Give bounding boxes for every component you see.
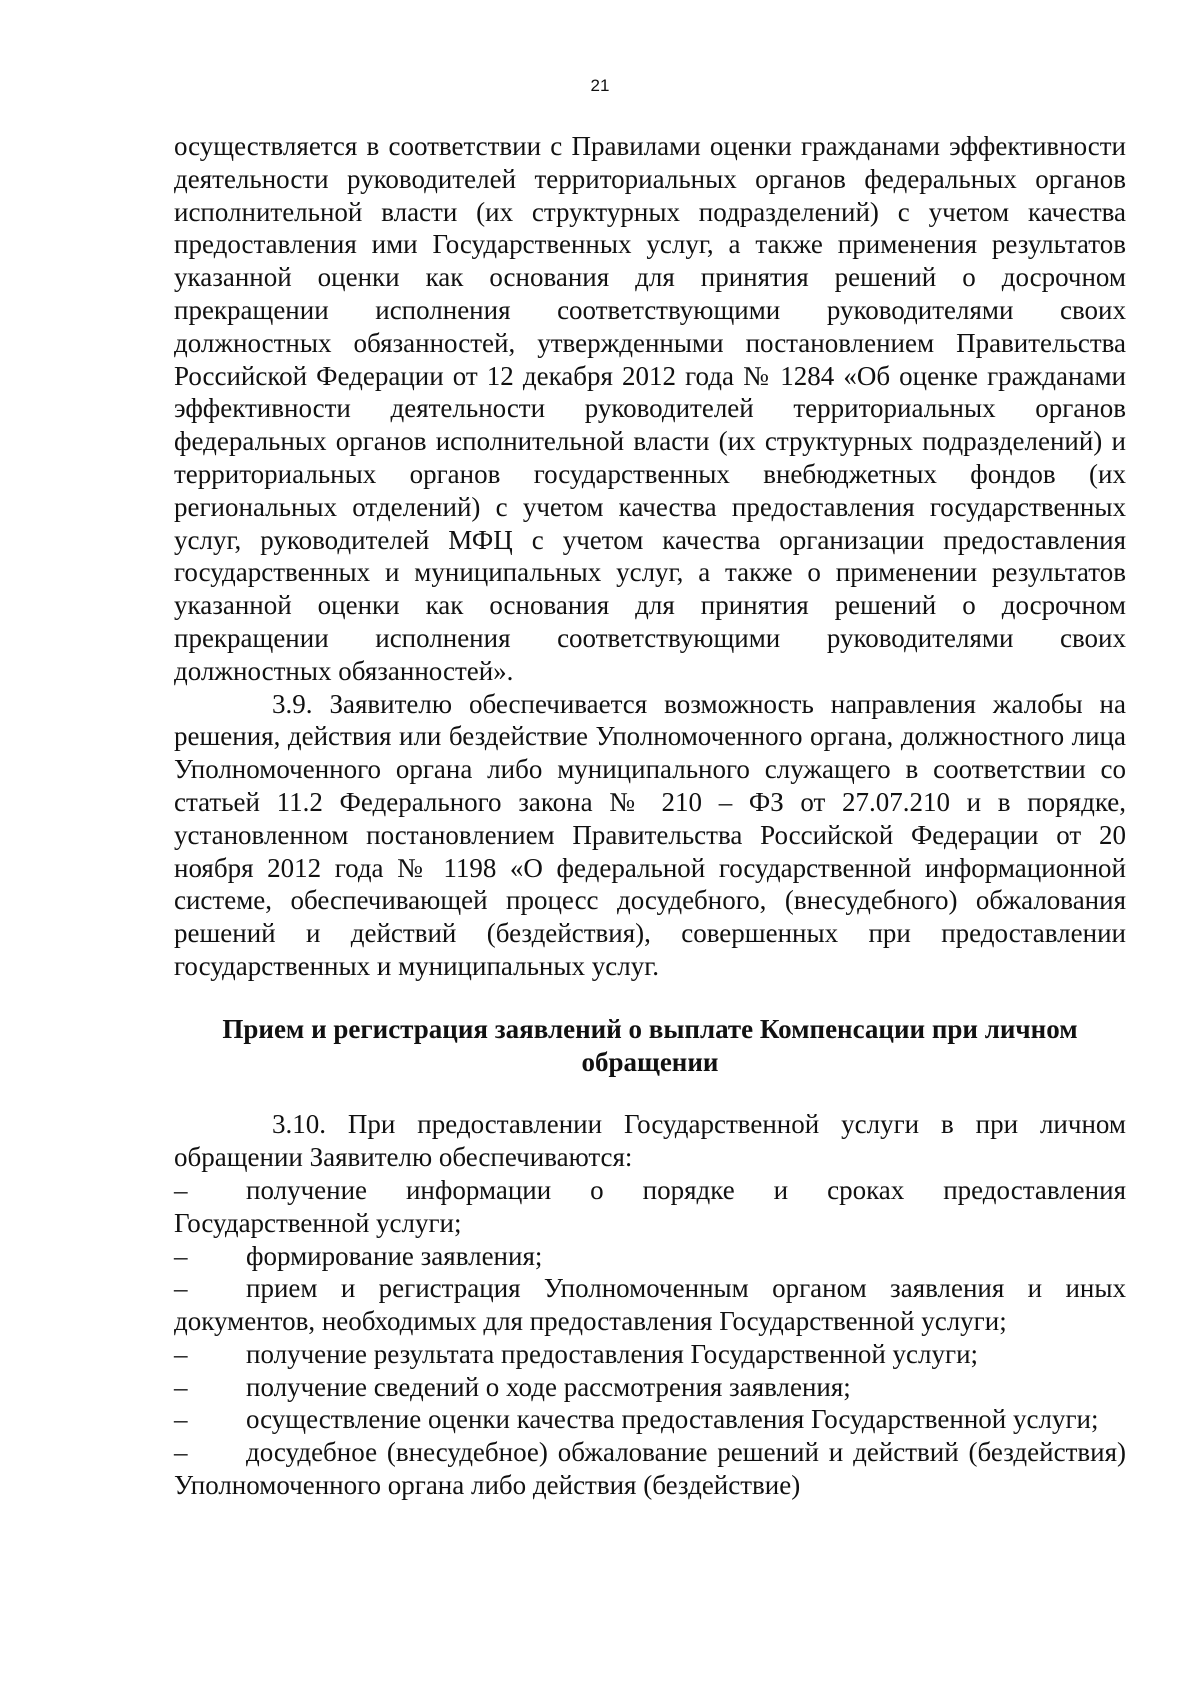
list-item <box>174 1240 1126 1273</box>
section-heading: Прием и регистрация заявлений о выплате Компенсации при личном обращении <box>222 1013 1078 1077</box>
paragraph-3-10: 3.10. При предоставлении Государственной услуги в при личном обращении Заявителю обеспечиваются: <box>174 1109 1126 1173</box>
list-item-text: прием и регистрация Уполномоченным органом заявления и иных документов, необходимых для предоставления Государственной услуги; <box>174 1273 1126 1337</box>
list-item-text: осуществление оценки качества предоставления Государственной услуги; <box>246 1404 1099 1435</box>
list-item <box>174 1436 1126 1502</box>
list-dash: – <box>174 1437 188 1468</box>
document-body <box>174 130 1126 1502</box>
list-item-text: получение информации о порядке и сроках предоставления Государственной услуги; <box>174 1174 1126 1238</box>
list-item-text: получение результата предоставления Государственной услуги; <box>246 1338 979 1369</box>
list-dash: – <box>174 1404 188 1435</box>
list-dash: – <box>174 1174 188 1205</box>
list-item-text: получение сведений о ходе рассмотрения заявления; <box>246 1371 851 1402</box>
list-dash: – <box>174 1338 188 1369</box>
list-item <box>174 1174 1126 1240</box>
paragraph-continuation: осуществляется в соответствии с Правилами оценки гражданами эффективности деятельности руководителей территориальных органов федеральных органов исполнительной власти (их структурных подразделений) с учетом качества предоставления ими Государственных услуг, а также применения результатов указанной оценки как основания для принятия решений о досрочном прекращении исполнения соответствующими руководителями своих должностных обязанностей, утвержденными постановлением Правительства Российской Федерации от 12 декабря 2012 года № 1284 «Об оценке гражданами эффективности деятельности руководителей территориальных органов федеральных органов исполнительной власти (их структурных подразделений) и территориальных органов государственных внебюджетных фондов (их региональных отделений) с учетом качества предоставления государственных услуг, руководителей МФЦ с учетом качества организации предоставления государственных и муниципальных услуг, а также о применении результатов указанной оценки как основания для принятия решений о досрочном прекращении исполнения соответствующими руководителями своих должностных обязанностей». <box>174 131 1126 686</box>
list-item-text: формирование заявления; <box>246 1240 543 1271</box>
list-item <box>174 1338 1126 1371</box>
list-dash: – <box>174 1273 188 1304</box>
list-dash: – <box>174 1371 188 1402</box>
list-item <box>174 1403 1126 1436</box>
list-item <box>174 1272 1126 1338</box>
paragraph-3-9: 3.9. Заявителю обеспечивается возможность направления жалобы на решения, действия или бездействие Уполномоченного органа, должностного лица Уполномоченного органа либо муниципального служащего в соответствии со статьей 11.2 Федерального закона № 210 – ФЗ от 27.07.210 и в порядке, установленном постановлением Правительства Российской Федерации от 20 ноября 2012 года № 1198 «О федеральной государственной информационной системе, обеспечивающей процесс досудебного, (внесудебного) обжалования решений и действий (бездействия), совершенных при предоставлении государственных и муниципальных услуг. <box>174 688 1126 981</box>
list-dash: – <box>174 1240 188 1271</box>
page-number: 21 <box>590 76 610 95</box>
list-item <box>174 1371 1126 1404</box>
list-item-text: досудебное (внесудебное) обжалование решений и действий (бездействия) Уполномоченного органа либо действия (бездействие) <box>174 1437 1126 1501</box>
